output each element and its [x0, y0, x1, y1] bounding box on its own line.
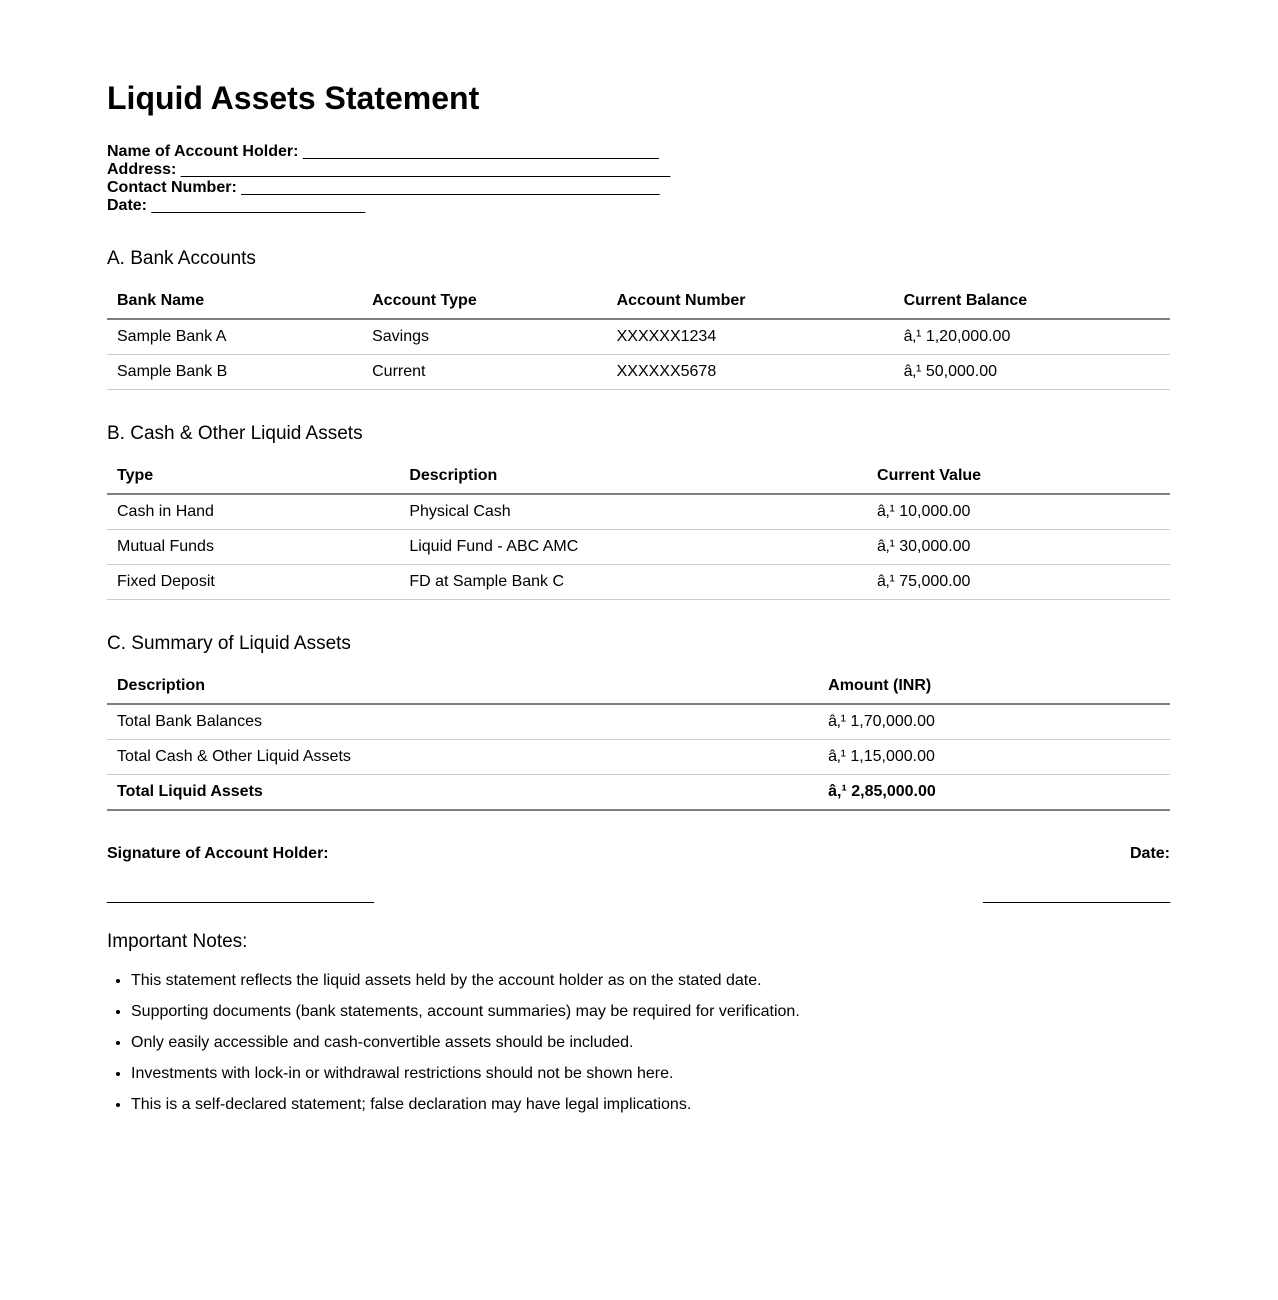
field-address — [107, 161, 1170, 179]
cell-current-value: â‚¹ 30,000.00 — [867, 530, 1170, 565]
notes-heading: Important Notes: — [107, 931, 248, 952]
column-header-current-balance: Current Balance — [894, 284, 1170, 319]
important-notes-list — [107, 971, 1170, 1114]
field-label: Address: — [107, 161, 177, 178]
signature-date-label: Date: — [1129, 845, 1170, 862]
signature-line: ______________________________ — [107, 887, 374, 904]
field-label: Date: — [107, 197, 148, 214]
note-item: • This is a self-declared statement; false declaration may have legal implications. — [131, 1095, 1170, 1114]
cell-current-value: â‚¹ 10,000.00 — [867, 494, 1170, 530]
cell-account-type: Current — [362, 355, 606, 390]
field-contact-number — [107, 179, 1170, 197]
field-date — [107, 197, 1170, 215]
cell-amount: â‚¹ 1,15,000.00 — [818, 740, 1170, 775]
signature-lines-row — [107, 887, 1170, 905]
table-row — [107, 530, 1170, 565]
note-item: • Supporting documents (bank statements, account summaries) may be required for verification. — [131, 1002, 1170, 1021]
column-header-bank-name: Bank Name — [107, 284, 362, 319]
total-liquid-assets-row — [107, 775, 1170, 811]
cell-account-number: XXXXXX5678 — [607, 355, 894, 390]
signature-label: Signature of Account Holder: — [107, 845, 329, 862]
cell-description: Total Cash & Other Liquid Assets — [107, 740, 818, 775]
cell-type: Cash in Hand — [107, 494, 399, 530]
column-header-account-type: Account Type — [362, 284, 606, 319]
cell-description: Total Bank Balances — [107, 704, 818, 740]
cell-current-balance: â‚¹ 1,20,000.00 — [894, 319, 1170, 355]
field-label: Name of Account Holder: — [107, 143, 299, 160]
table-row — [107, 319, 1170, 355]
field-name-of-account-holder — [107, 143, 1170, 161]
column-header-description: Description — [107, 669, 818, 704]
cell-bank-name: Sample Bank B — [107, 355, 362, 390]
cell-bank-name: Sample Bank A — [107, 319, 362, 355]
cell-type: Fixed Deposit — [107, 565, 399, 600]
cell-type: Mutual Funds — [107, 530, 399, 565]
table-header-row — [107, 284, 1170, 319]
column-header-account-number: Account Number — [607, 284, 894, 319]
cell-account-number: XXXXXX1234 — [607, 319, 894, 355]
section-heading-cash-assets: B. Cash & Other Liquid Assets — [107, 423, 363, 444]
column-header-type: Type — [107, 459, 399, 494]
note-item: • This statement reflects the liquid assets held by the account holder as on the stated date. — [131, 971, 1170, 990]
cell-description: FD at Sample Bank C — [399, 565, 867, 600]
account-holder-fields — [107, 143, 1170, 215]
column-header-current-value: Current Value — [867, 459, 1170, 494]
table-row — [107, 355, 1170, 390]
cell-description: Liquid Fund - ABC AMC — [399, 530, 867, 565]
summary-table — [107, 669, 1170, 811]
bank-accounts-table — [107, 284, 1170, 390]
signature-date-line: _____________________ — [983, 887, 1170, 904]
table-row — [107, 494, 1170, 530]
cell-current-value: â‚¹ 75,000.00 — [867, 565, 1170, 600]
cell-current-balance: â‚¹ 50,000.00 — [894, 355, 1170, 390]
column-header-amount-inr: Amount (INR) — [818, 669, 1170, 704]
cell-total-label: Total Liquid Assets — [107, 775, 818, 811]
cell-total-amount: â‚¹ 2,85,000.00 — [818, 775, 1170, 811]
table-header-row — [107, 669, 1170, 704]
cell-description: Physical Cash — [399, 494, 867, 530]
table-row — [107, 565, 1170, 600]
column-header-description: Description — [399, 459, 867, 494]
section-heading-summary: C. Summary of Liquid Assets — [107, 633, 351, 654]
fill-in-line: ________________________________________ — [302, 143, 659, 160]
signature-labels-row — [107, 845, 1170, 863]
cash-assets-table — [107, 459, 1170, 600]
fill-in-line: ________________________ — [151, 197, 366, 214]
page-title: Liquid Assets Statement — [107, 80, 480, 116]
fill-in-line: _______________________________________________________ — [180, 161, 671, 178]
table-row — [107, 704, 1170, 740]
table-header-row — [107, 459, 1170, 494]
field-label: Contact Number: — [107, 179, 237, 196]
note-item: • Investments with lock-in or withdrawal restrictions should not be shown here. — [131, 1064, 1170, 1083]
note-item: • Only easily accessible and cash-convertible assets should be included. — [131, 1033, 1170, 1052]
cell-amount: â‚¹ 1,70,000.00 — [818, 704, 1170, 740]
table-row — [107, 740, 1170, 775]
cell-account-type: Savings — [362, 319, 606, 355]
section-heading-bank-accounts: A. Bank Accounts — [107, 248, 256, 269]
fill-in-line: _______________________________________________ — [241, 179, 660, 196]
